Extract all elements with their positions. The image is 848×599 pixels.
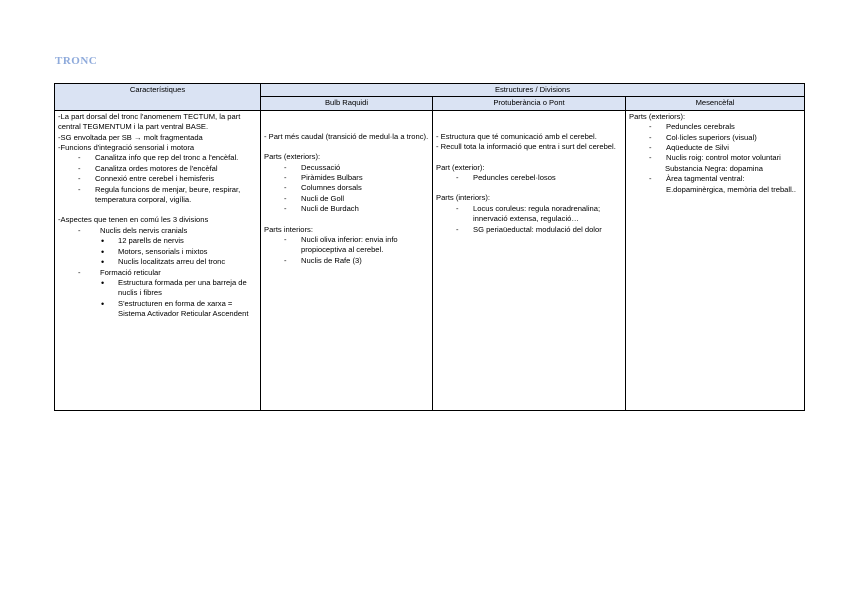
header-protuberancia: Protuberància o Pont (433, 97, 626, 110)
list-item: - Piràmides Bulbars (264, 173, 429, 183)
pont-int-list (436, 204, 622, 235)
list-item: • Estructura formada per una barreja de nuclis i fibres (58, 278, 257, 299)
list-item: - Peduncles cerebel·losos (436, 173, 622, 183)
nuclis-title: - Nuclis dels nervis cranials (58, 226, 257, 236)
pont-intro-1: - Estructura que té comunicació amb el cerebel. (436, 131, 597, 141)
mes-ext2-list (629, 174, 801, 195)
mes-ext-title: Parts (exteriors): (629, 111, 686, 121)
list-item: - Col·licles superiors (visual) (629, 133, 801, 143)
intro-text: -La part dorsal del tronc l'anomenem TECTUM, la part central TEGMENTUM i la part ventral BASE. (58, 111, 241, 132)
bulb-intro: - Part més caudal (transició de medul·la a tronc). (264, 131, 429, 141)
list-item: • Nuclis localitzats arreu del tronc (58, 257, 257, 267)
substancia-negra: Substancia Negra: dopamina (665, 163, 763, 173)
list-item: • S'estructuren en forma de xarxa = Sistema Activador Reticular Ascendent (58, 299, 257, 320)
list-item: - SG periaüeductal: modulació del dolor (436, 225, 622, 235)
document-title: TRONC (55, 55, 98, 67)
list-item: - Nucli de Goll (264, 194, 429, 204)
list-item: - Connexió entre cerebel i hemisferis (58, 174, 257, 184)
pont-int-title: Parts (interiors): (436, 193, 491, 203)
list-item: - Decussació (264, 163, 429, 173)
funcions-list (58, 153, 257, 205)
funcions-title: -Funcions d'integració sensorial i motora (58, 143, 195, 153)
list-item: • 12 parells de nervis (58, 236, 257, 246)
mes-ext-list (629, 122, 801, 164)
header-estructures: Estructures / Divisions (261, 84, 805, 97)
list-item: - Regula funcions de menjar, beure, respirar, temperatura corporal, vigília. (58, 185, 257, 206)
pont-ext-list (436, 173, 622, 183)
formacio-list (58, 278, 257, 320)
list-item: - Nuclis roig: control motor voluntari (629, 153, 801, 163)
list-item: - Nucli de Burdach (264, 204, 429, 214)
list-item: • Motors, sensorials i mixtos (58, 247, 257, 257)
list-item: - Canalitza ordes motores de l'encèfal (58, 164, 257, 174)
sg-text: -SG envoltada per SB → molt fragmentada (58, 132, 203, 142)
cell-caracteristiques (55, 110, 261, 410)
list-item: - Aqüeducte de Silvi (629, 143, 801, 153)
bulb-ext-list (264, 163, 429, 215)
bulb-int-list (264, 235, 429, 266)
list-item: - Locus coruleus: regula noradrenalina; innervació extensa, regulació… (436, 204, 622, 225)
cell-mesencefal (626, 110, 805, 410)
bulb-int-title: Parts interiors: (264, 224, 313, 234)
bulb-ext-title: Parts (exteriors): (264, 152, 321, 162)
list-item: - Columnes dorsals (264, 183, 429, 193)
cell-protuberancia (433, 110, 626, 410)
pont-intro-2: - Recull tota la informació que entra i surt del cerebel. (436, 142, 616, 152)
header-mesencefal: Mesencèfal (626, 97, 805, 110)
pont-ext-title: Part (exterior): (436, 162, 485, 172)
nuclis-list (58, 236, 257, 267)
formacio-title: - Formació reticular (58, 268, 257, 278)
header-bulb: Bulb Raquidi (261, 97, 433, 110)
aspectes-title: -Aspectes que tenen en comú les 3 divisions (58, 215, 209, 225)
list-item: - Nuclis de Rafe (3) (264, 256, 429, 266)
list-item: - Canalitza info que rep del tronc a l'encèfal. (58, 153, 257, 163)
list-item: - Àrea tagmental ventral: E.dopaminèrgica, memòria del treball.. (629, 174, 801, 195)
cell-bulb (261, 110, 433, 410)
structure-table (54, 83, 805, 411)
list-item: - Nucli oliva inferior: envia info propioceptiva al cerebel. (264, 235, 429, 256)
header-caracteristiques: Característiques (55, 84, 261, 111)
list-item: - Peduncles cerebrals (629, 122, 801, 132)
